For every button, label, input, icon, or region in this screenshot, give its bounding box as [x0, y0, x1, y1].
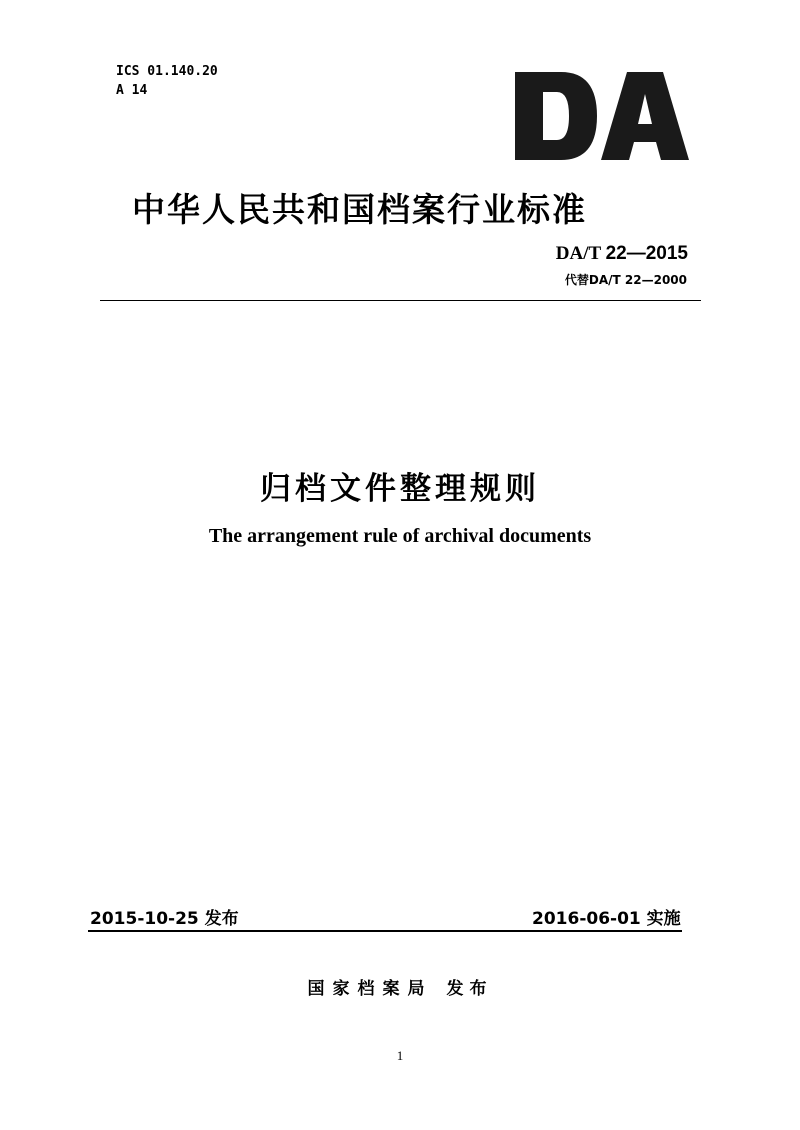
- ics-code: ICS 01.140.20: [116, 64, 218, 79]
- issuer-org: 国家档案局: [307, 979, 433, 999]
- da-logo: [513, 70, 689, 162]
- replaces-note: 代替DA/T 22—2000: [564, 273, 687, 287]
- implementation-date: 2016-06-01 实施: [532, 909, 681, 929]
- classification-codes: [116, 62, 218, 100]
- title-chinese: 归档文件整理规则: [260, 471, 540, 507]
- standard-category: 中华人民共和国档案行业标准: [132, 190, 587, 229]
- standard-number-value: 22—2015: [605, 243, 688, 264]
- standard-number: [556, 243, 688, 265]
- class-code: A 14: [116, 83, 148, 98]
- page-number: 1: [396, 1048, 404, 1063]
- title-english: The arrangement rule of archival documents: [208, 525, 592, 547]
- issuer-action: 发布: [446, 979, 493, 999]
- issue-date: 2015-10-25 发布: [90, 909, 239, 929]
- bottom-divider: [88, 930, 682, 932]
- standard-number-prefix: DA/T: [555, 243, 601, 264]
- issuer: [0, 974, 800, 999]
- top-divider: [100, 300, 701, 301]
